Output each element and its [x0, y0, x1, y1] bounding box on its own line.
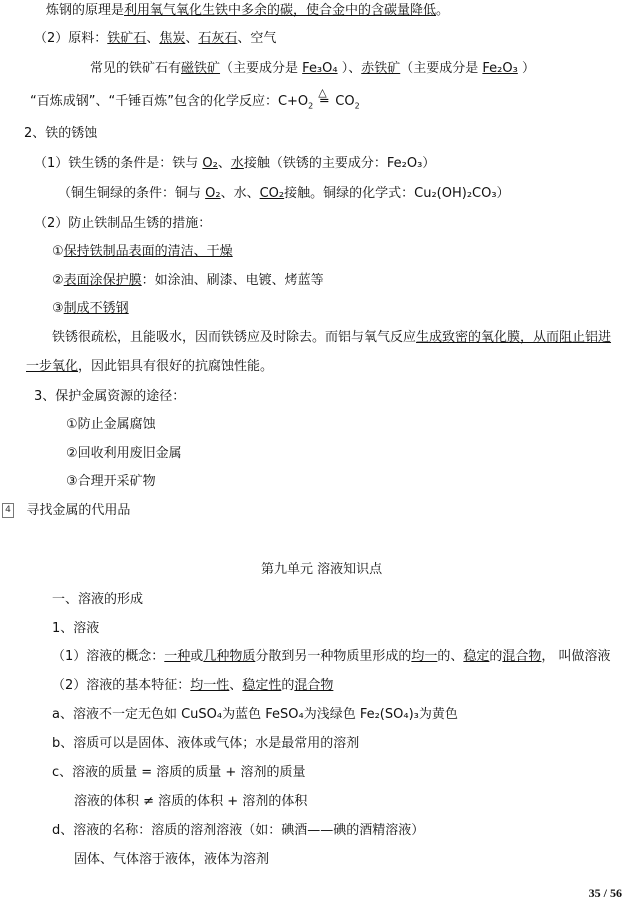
line-point-b: b、溶质可以是固体、液体或气体；水是最常用的溶剂: [52, 736, 360, 751]
line-prevention-2: ②表面涂保护膜：如涂油、刷漆、电镀、烤蓝等: [52, 273, 324, 288]
line-volume-note: 溶液的体积 ≠ 溶质的体积 + 溶剂的体积: [74, 794, 308, 809]
line-protection-3: ③合理开采矿物: [66, 474, 156, 489]
line-rust-conditions: （1）铁生锈的条件是：铁与 O₂、水接触（铁锈的主要成分：Fe₂O₃）: [34, 156, 436, 171]
item-number-box: 4: [2, 503, 14, 518]
line-solvent-note: 固体、气体溶于液体，液体为溶剂: [74, 852, 270, 867]
line-aluminum-para-2: 一步氧化，因此铝具有很好的抗腐蚀性能。: [26, 359, 274, 374]
line-section-formation: 一、溶液的形成: [52, 592, 144, 607]
line-raw-materials: （2）原料：铁矿石、焦炭、石灰石、空气: [34, 31, 277, 46]
line-steelmaking-principle: 炼钢的原理是利用氧气氧化生铁中多余的碳，使合金中的含碳量降低。: [46, 3, 450, 18]
line-copper-patina: （铜生铜绿的条件：铜与 O₂、水、CO₂接触。铜绿的化学式：Cu₂(OH)₂CO₃）: [58, 186, 510, 201]
line-protection-1: ①防止金属腐蚀: [66, 417, 156, 432]
page-number: 35 / 56: [588, 886, 622, 900]
line-prevention-3: ③制成不锈钢: [52, 301, 129, 316]
line-protection-4: 4 寻找金属的代用品: [2, 502, 130, 520]
reaction-equals-sign: △ ═: [318, 86, 329, 109]
line-aluminum-para-1: 铁锈很疏松，且能吸水，因而铁锈应及时除去。而铝与氧气反应生成致密的氧化膜，从而阻止铝进: [52, 330, 612, 345]
line-prevention-1: ①保持铁制品表面的清洁、干燥: [52, 244, 233, 259]
line-rusting-heading: 2、铁的锈蚀: [24, 126, 98, 141]
line-point-a: a、溶液不一定无色如 CuSO₄为蓝色 FeSO₄为浅绿色 Fe₂(SO₄)₃为黄色: [52, 707, 458, 722]
line-rust-prevention: （2）防止铁制品生锈的措施：: [34, 216, 212, 231]
unit-heading: 第九单元 溶液知识点: [261, 562, 383, 577]
line-chemical-reaction: “百炼成钢”、“千锤百炼”包含的化学反应：$C+O_2$ △ ═ $CO_2$: [30, 86, 360, 111]
line-protection-2: ②回收利用废旧金属: [66, 446, 182, 461]
line-solution-concept: （1）溶液的概念：一种或几种物质分散到另一种物质里形成的均一的、稳定的混合物， 叫做溶液: [52, 649, 611, 664]
line-iron-ores: 常见的铁矿石有磁铁矿（主要成分是 Fe₃O₄ ）、赤铁矿（主要成分是 Fe₂O₃ ）: [90, 61, 535, 76]
line-protection-heading: 3、保护金属资源的途径：: [34, 389, 186, 404]
line-point-d: d、溶液的名称：溶质的溶剂溶液（如：碘酒——碘的酒精溶液）: [52, 823, 425, 838]
line-point-c: c、溶液的质量 = 溶质的质量 + 溶剂的质量: [52, 765, 306, 780]
line-solution-features: （2）溶液的基本特征：均一性、稳定性的混合物: [52, 678, 334, 693]
line-solution-heading: 1、溶液: [52, 621, 100, 636]
